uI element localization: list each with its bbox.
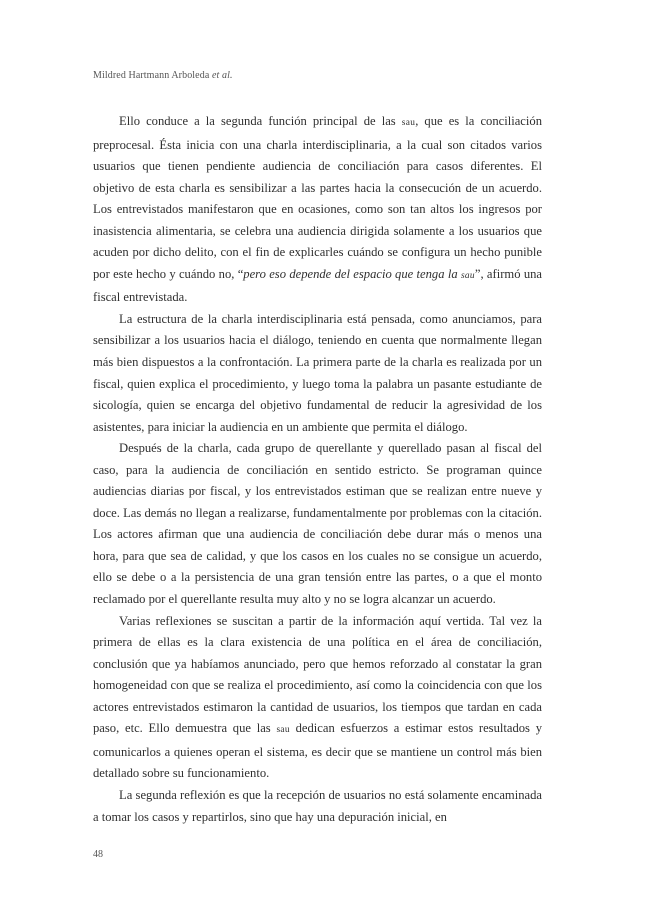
paragraph-5: La segunda reflexión es que la recepción de usuarios no está solamente encaminada a tomar los casos y repartirlos, sino que hay una depuración inicial, en <box>93 787 542 824</box>
paragraph-1-text-a: Ello conduce a la segunda función principal de las <box>119 114 402 128</box>
paragraph-1-quote <box>243 267 475 281</box>
acronym-sau: sau <box>276 725 290 736</box>
running-head <box>93 70 233 81</box>
paragraph-4-text-b: dedican esfuerzos a estimar estos resultados y comunicarlos a quienes operan el sistema, es decir que se mantiene un control más bien detallado sobre su funcionamiento. <box>93 721 542 781</box>
paragraph-3: Después de la charla, cada grupo de querellante y querellado pasan al fiscal del caso, para la audiencia de conciliación en sentido estricto. Se programan quince audiencias diarias por fiscal, y los entrevistados estiman que se realizan entre nueve y doce. Las demás no llegan a realizarse, fundamentalmente por problemas con la citación. Los actores afirman que una audiencia de conciliación debe durar más o menos una hora, para que sea de calidad, y que los casos en los cuales no se consigue un acuerdo, ello se debe o a la persistencia de una gran tensión entre las partes, o a que el monto reclamado por el querellante resulta muy alto y no se logra alcanzar un acuerdo. <box>93 441 542 607</box>
body-text <box>93 111 542 828</box>
running-head-etal: et al. <box>211 70 233 81</box>
acronym-sau: sau <box>460 270 475 281</box>
quote-text: pero eso depende del espacio que tenga la <box>243 266 461 281</box>
page-number: 48 <box>93 849 103 860</box>
paragraph-1 <box>93 111 542 309</box>
paragraph-4-text-a: Varias reflexiones se suscitan a partir de la información aquí vertida. Tal vez la primera de ellas es la clara existencia de una política en el área de conciliación, conclusión que ya habíamos anunciado, pero que hemos reforzado al constatar la gran homogeneidad con que se realiza el procedimiento, así como la coincidencia con que los actores entrevistados estimaron la cantidad de usuarios, los tiempos que tardan en cada paso, etc. Ello demuestra que las <box>93 613 542 736</box>
paragraph-4 <box>93 611 542 785</box>
running-head-author: Mildred Hartmann Arboleda <box>93 70 210 81</box>
paragraph-2: La estructura de la charla interdisciplinaria está pensada, como anunciamos, para sensibilizar a los usuarios hacia el diálogo, teniendo en cuenta que normalmente llegan más bien dispuestos a la confrontación. La primera parte de la charla es realizada por un fiscal, quien explica el procedimiento, y luego toma la palabra un pasante estudiante de sicología, quien se encarga del objetivo fundamental de reducir la agresividad de los asistentes, para iniciar la audiencia en un ambiente que permita el diálogo. <box>93 311 542 434</box>
paragraph-1-text-b: , que es la conciliación preprocesal. Ésta inicia con una charla interdisciplinaria, a la cual son citados varios usuarios que tienen pendiente audiencia de conciliación para casos diferentes. El objetivo de esta charla es sensibilizar a las partes hacia la consecución de un acuerdo. Los entrevistados manifestaron que en ocasiones, como son tan altos los ingresos por inasistencia alimentaria, se celebra una audiencia dirigida solamente a los usuarios que acuden por dicho delito, con el fin de explicarles cuándo se configura un hecho punible por este hecho y cuándo no, “ <box>93 114 542 281</box>
acronym-sau: sau <box>401 118 416 128</box>
paragraph-1-text-c: ”, afirmó una fiscal entrevistada. <box>93 266 542 305</box>
